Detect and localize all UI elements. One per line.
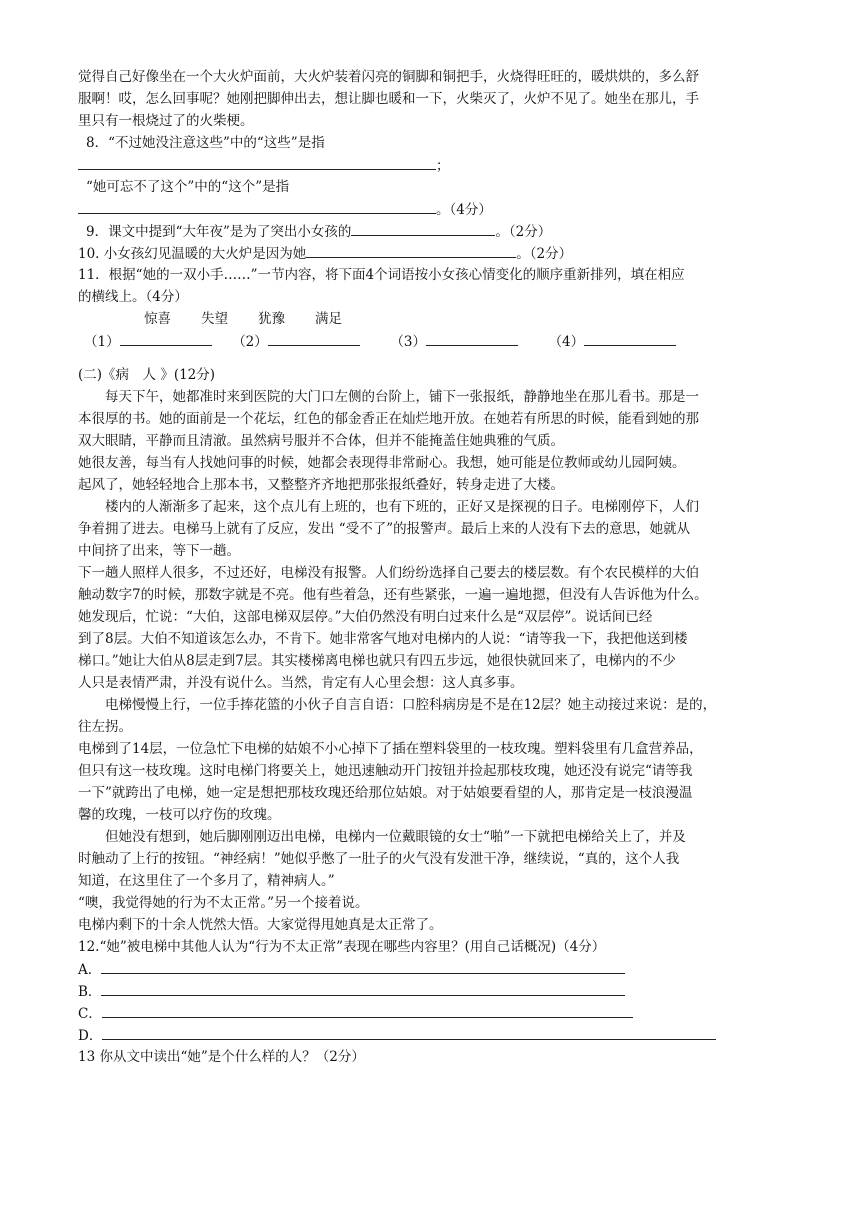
question-11-text: 11．根据“她的一双小手……”一节内容，将下面4个词语按小女孩心情变化的顺序重新排列，填在相应 xyxy=(78,267,685,283)
word-item: 失望 xyxy=(201,311,228,327)
passage-line: 知道，在这里住了一个多月了，精神病人。” xyxy=(78,873,335,889)
answer-blank[interactable] xyxy=(102,1024,716,1040)
passage-line: 楼内的人渐渐多了起来，这个点儿有上班的，也有下班的，正好又是探视的日子。电梯刚停下，人们 xyxy=(105,499,699,515)
answer-blank[interactable] xyxy=(78,154,436,170)
answer-blank[interactable] xyxy=(101,958,625,974)
passage-line: 到了8层。大伯不知道该怎么办，不肯下。她非常客气地对电梯内的人说：“请等我一下，我把他送到楼 xyxy=(78,631,688,647)
passage-line: 电梯到了14层，一位急忙下电梯的姑娘不小心掉下了插在塑料袋里的一枝玫瑰。塑料袋里有几盒营养品， xyxy=(78,741,703,757)
passage-line: 电梯内剩下的十余人恍然大悟。大家觉得甩她真是太正常了。 xyxy=(78,917,443,933)
option-b: B． xyxy=(78,980,788,1002)
answer-blank[interactable] xyxy=(78,198,436,214)
answer-blank[interactable] xyxy=(102,1002,633,1018)
question-11 xyxy=(78,264,788,352)
passage-line: 中间挤了出来，等下一趟。 xyxy=(78,543,240,559)
question-8-text: 8．“不过她没注意这些”中的“这些”是指 xyxy=(86,135,325,151)
word-item: 惊喜 xyxy=(144,311,171,327)
passage-1-tail xyxy=(78,66,788,132)
question-9: 9．课文中提到“大年夜”是为了突出小女孩的 。（2分） xyxy=(78,220,788,242)
question-8 xyxy=(78,132,788,220)
passage-line: 服啊！哎，怎么回事呢？她刚把脚伸出去，想让脚也暖和一下，火柴灭了，火炉不见了。她坐在那儿，手 xyxy=(78,91,699,107)
passage-line: 本很厚的书。她的面前是一个花坛，红色的郁金香正在灿烂地开放。在她若有所思的时候，能看到她的那 xyxy=(78,411,699,427)
passage-line: 她发现后，忙说：“大伯，这部电梯双层停。”大伯仍然没有明白过来什么是“双层停”。说话间已经 xyxy=(78,609,653,625)
passage-line: 但她没有想到，她后脚刚刚迈出电梯，电梯内一位戴眼镜的女士“啪”一下就把电梯给关上了，并及 xyxy=(105,829,686,845)
word-item: 满足 xyxy=(315,311,342,327)
question-8-answer-1: ； xyxy=(78,154,788,176)
passage-line: 起风了，她轻轻地合上那本书，又整整齐齐地把那张报纸叠好，转身走进了大楼。 xyxy=(78,477,564,493)
section-2-title: (二)《病 人 》(12分) xyxy=(78,367,216,383)
slot-label: （2） xyxy=(232,334,268,350)
question-12 xyxy=(78,936,788,1046)
answer-blank[interactable] xyxy=(120,330,212,346)
passage-line: 争着拥了进去。电梯马上就有了反应，发出 “受不了”的报警声。最后上来的人没有下去的意思，她就从 xyxy=(78,521,691,537)
answer-blank[interactable] xyxy=(584,330,676,346)
answer-slots xyxy=(78,330,788,352)
passage-line: 梯口。”她让大伯从8层走到7层。其实楼梯离电梯也就只有四五步远，她很快就回来了，电梯内的不少 xyxy=(78,653,676,669)
passage-line: 她很友善，每当有人找她问事的时候，她都会表现得非常耐心。我想，她可能是位教师或幼儿园阿姨。 xyxy=(78,455,686,471)
passage-line: 电梯慢慢上行，一位手捧花篮的小伙子自言自语：口腔科病房是不是在12层？她主动接过来说：是的， xyxy=(105,697,717,713)
word-item: 犹豫 xyxy=(258,311,285,327)
passage-2 xyxy=(78,386,788,936)
answer-blank[interactable] xyxy=(306,242,516,258)
passage-line: 每天下午，她都准时来到医院的大门口左侧的台阶上，铺下一张报纸，静静地坐在那儿看书。那是一 xyxy=(105,389,699,405)
passage-line: 双大眼睛，平静而且清澈。虽然病号服并不合体，但并不能掩盖住她典雅的气质。 xyxy=(78,433,564,449)
passage-line: 但只有这一枝玫瑰。这时电梯门将要关上，她迅速触动开门按钮并捡起那枝玫瑰，她还没有说完“请等我 xyxy=(78,763,693,779)
exam-page xyxy=(78,66,788,1068)
passage-line: 馨的玫瑰，一枝可以疗伤的玫瑰。 xyxy=(78,807,281,823)
question-11-text-2: 的横线上。（4分） xyxy=(78,289,188,305)
slot-label: （4） xyxy=(548,334,585,350)
passage-line: 下一趟人照样人很多，不过还好，电梯没有报警。人们纷纷选择自己要去的楼层数。有个农民模样的大伯 xyxy=(78,565,699,581)
slot-label: （3） xyxy=(390,334,426,350)
passage-line: 一下”就跨出了电梯，她一定是想把那枝玫瑰还给那位姑娘。对于姑娘要看望的人，那肯定是一枝浪漫温 xyxy=(78,785,693,801)
passage-line: 人只是表情严肃，并没有说什么。当然，肯定有人心里会想：这人真多事。 xyxy=(78,675,524,691)
question-8-answer-2: 。（4分） xyxy=(78,198,788,220)
option-a: A． xyxy=(78,958,788,980)
passage-line: “噢，我觉得她的行为不太正常。”另一个接着说。 xyxy=(78,895,369,911)
question-10: 10. 小女孩幻见温暖的大火炉是因为她 。（2分） xyxy=(78,242,788,264)
answer-blank[interactable] xyxy=(101,980,625,996)
passage-line: 往左拐。 xyxy=(78,719,132,735)
option-d: D． xyxy=(78,1024,788,1046)
passage-line: 里只有一根烧过了的火柴梗。 xyxy=(78,113,254,129)
passage-line: 时触动了上行的按钮。“神经病！”她似乎憋了一肚子的火气没有发泄干净，继续说，“真的，这个人我 xyxy=(78,851,680,867)
question-13: 13 你从文中读出“她”是个什么样的人？（2分） xyxy=(78,1049,365,1065)
question-12-text: 12.“她”被电梯中其他人认为“行为不太正常”表现在哪些内容里？(用自己话概况)（4分） xyxy=(78,939,606,955)
word-list xyxy=(78,308,788,330)
passage-line: 觉得自己好像坐在一个大火炉面前，大火炉装着闪亮的铜脚和铜把手，火烧得旺旺的，暖烘烘的，多么舒 xyxy=(78,69,699,85)
slot-label: （1） xyxy=(84,334,120,350)
question-8-text-2: “她可忘不了这个”中的“这个”是指 xyxy=(86,179,290,195)
passage-line: 触动数字7的时候，那数字就是不亮。他有些着急，还有些紧张，一遍一遍地摁，但没有人告诉他为什么。 xyxy=(78,587,708,603)
answer-blank[interactable] xyxy=(426,330,518,346)
option-c: C． xyxy=(78,1002,788,1024)
answer-blank[interactable] xyxy=(351,220,495,236)
answer-blank[interactable] xyxy=(268,330,360,346)
